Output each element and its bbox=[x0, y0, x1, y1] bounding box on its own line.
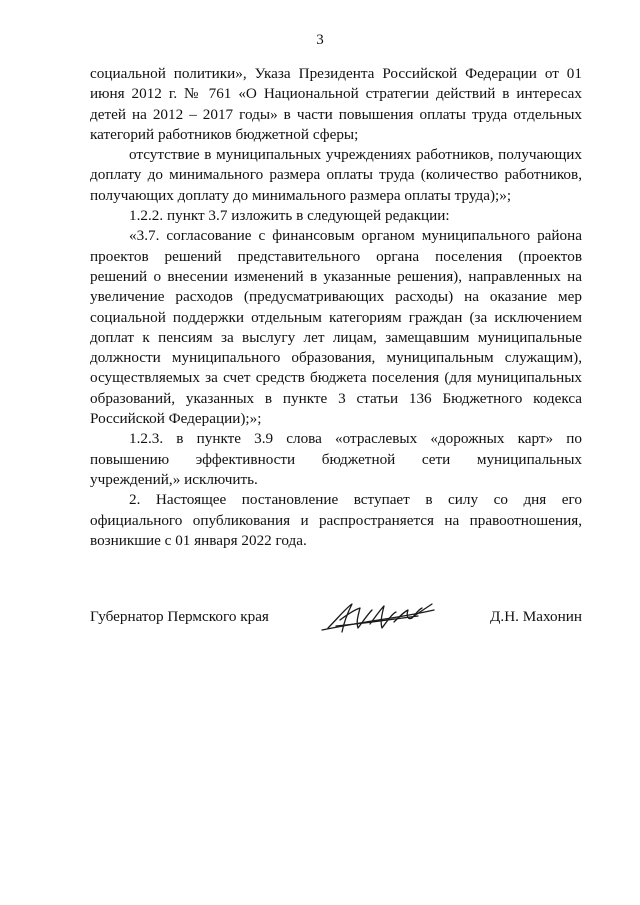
signatory-title: Губернатор Пермского края bbox=[90, 608, 269, 625]
handwritten-signature bbox=[318, 598, 438, 638]
paragraph-2-effective-date: 2. Настоящее постановление вступает в силу со дня его официального опубликования и распространяется на правоотношения, возникшие с 01 января 2022 года. bbox=[90, 491, 582, 549]
signatory-name: Д.Н. Махонин bbox=[490, 608, 582, 625]
page-number: 3 bbox=[316, 32, 324, 48]
paragraph-3-7: «3.7. согласование с финансовым органом муниципального района проектов решений представительного органа поселения (проектов решений о внесении изменений в указанные решения), направленных на увеличение расходов (предусматривающих расходы) на оказание мер социальной поддержки отдельным категориям граждан (за исключением доплат к пенсиям за выслугу лет лицам, замещавшим муниципальные должности муниципального образования, муниципальным служащим), осуществляемых за счет средств бюджета поселения (для муниципальных образований, указанных в пункте 3 статьи 136 Бюджетного кодекса Российской Федерации);»; bbox=[90, 227, 582, 428]
paragraph-1-2-2: 1.2.2. пункт 3.7 изложить в следующей редакции: bbox=[129, 207, 450, 225]
signature-block bbox=[90, 598, 582, 638]
paragraph-1-2-3: 1.2.3. в пункте 3.9 слова «отраслевых «дорожных карт» по повышению эффективности бюджетной сети муниципальных учреждений,» исключить. bbox=[90, 430, 582, 488]
paragraph-continuation: социальной политики», Указа Президента Российской Федерации от 01 июня 2012 г. № 761 «О Национальной стратегии действий в интересах детей на 2012 – 2017 годы» в части повышения оплаты труда отдельных категорий работников бюджетной сферы; bbox=[90, 65, 582, 143]
paragraph-absence-workers: отсутствие в муниципальных учреждениях работников, получающих доплату до минимального размера оплаты труда (количество работников, получающих доплату до минимального размера оплаты труда);»; bbox=[90, 146, 582, 204]
document-body bbox=[90, 64, 582, 551]
